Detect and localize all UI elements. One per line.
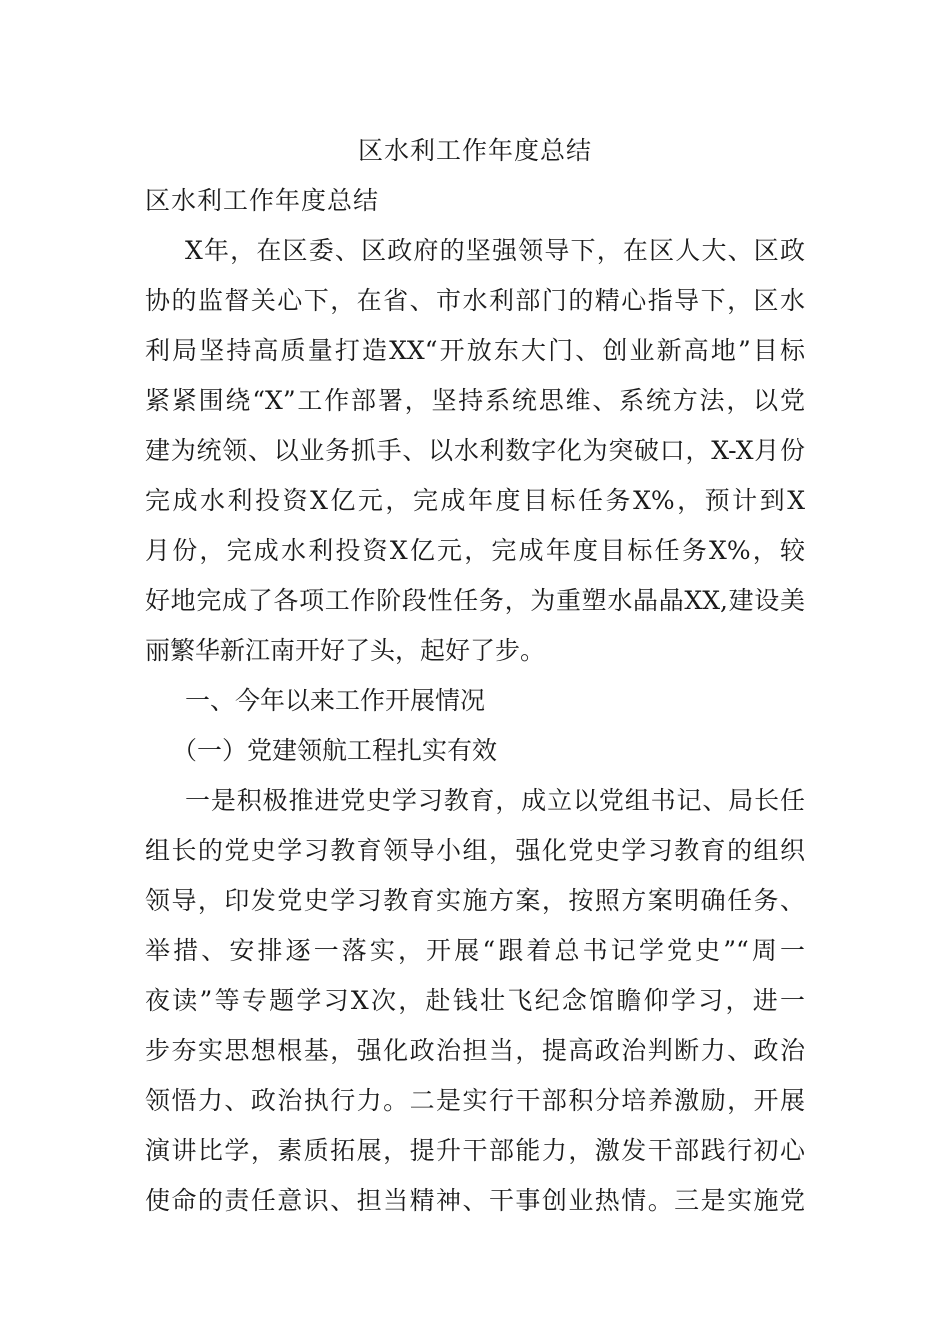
paragraph-line: 利局坚持高质量打造XX“开放东大门、创业新高地”目标 [145,336,805,365]
paragraph-line: 好地完成了各项工作阶段性任务，为重塑水晶晶XX,建设美 [145,586,805,615]
paragraph-line: 丽繁华新江南开好了头，起好了步。 [145,636,546,665]
paragraph-line: 夜读”等专题学习X次，赴钱壮飞纪念馆瞻仰学习，进一 [145,986,805,1015]
paragraph-line: 领悟力、政治执行力。二是实行干部积分培养激励，开展 [145,1086,805,1115]
paragraph-line: 演讲比学，素质拓展，提升干部能力，激发干部践行初心 [145,1136,805,1165]
paragraph-line: X年，在区委、区政府的坚强领导下，在区人大、区政 [185,236,805,265]
section-heading: 一、今年以来工作开展情况 [185,686,486,715]
paragraph-line: 协的监督关心下，在省、市水利部门的精心指导下，区水 [145,286,805,315]
document-subtitle: 区水利工作年度总结 [145,186,380,215]
paragraph-line: 使命的责任意识、担当精神、干事创业热情。三是实施党 [145,1186,805,1215]
paragraph-line: 领导，印发党史学习教育实施方案，按照方案明确任务、 [145,886,805,915]
paragraph-line: 一是积极推进党史学习教育，成立以党组书记、局长任 [185,786,805,815]
subsection-heading: （一）党建领航工程扎实有效 [172,736,498,765]
document-title: 区水利工作年度总结 [357,136,592,165]
paragraph-line: 举措、安排逐一落实，开展“跟着总书记学党史”“周一 [145,936,805,965]
paragraph-line: 建为统领、以业务抓手、以水利数字化为突破口，X-X月份 [145,436,805,465]
paragraph-line: 组长的党史学习教育领导小组，强化党史学习教育的组织 [145,836,805,865]
paragraph-line: 步夯实思想根基，强化政治担当，提高政治判断力、政治 [145,1036,805,1065]
paragraph-line: 完成水利投资X亿元，完成年度目标任务X%，预计到X [145,486,805,515]
paragraph-line: 紧紧围绕“X”工作部署，坚持系统思维、系统方法，以党 [145,386,805,415]
paragraph-line: 月份，完成水利投资X亿元，完成年度目标任务X%，较 [145,536,805,565]
